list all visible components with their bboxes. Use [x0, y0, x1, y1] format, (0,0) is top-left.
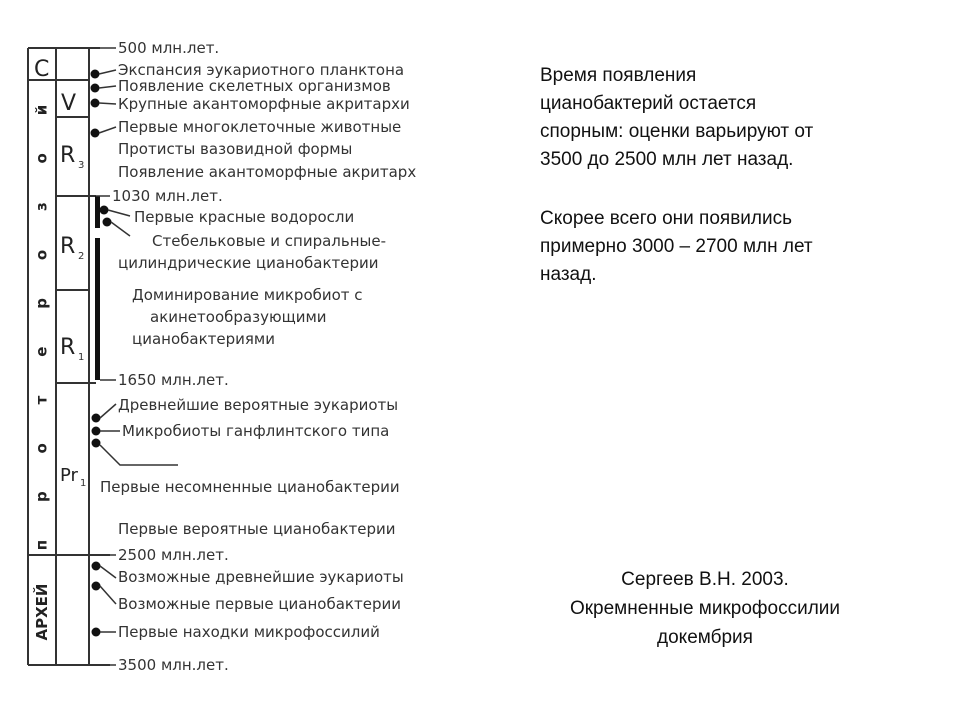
event-label-500: 500 млн.лет.: [118, 39, 220, 57]
citation: [500, 565, 910, 652]
range-bar-short: [95, 196, 100, 228]
event-label: цианобактериями: [132, 330, 275, 348]
event-label: Древнейшие вероятные эукариоты: [118, 396, 399, 414]
event-label: Стебельковые и спиральные-: [152, 232, 387, 250]
period-sub-r2: 2: [78, 251, 85, 262]
period-sub-r1: 1: [78, 352, 85, 363]
event-label-2500: 2500 млн.лет.: [118, 546, 229, 564]
text-line: спорным: оценки варьируют от: [540, 121, 814, 142]
period-sub-r3: 3: [78, 160, 85, 171]
eon-label-letter: т: [32, 395, 51, 405]
eon-label-letter: о: [32, 153, 51, 164]
eon-label-letter: е: [32, 346, 51, 357]
text-line: примерно 3000 – 2700 млн лет: [540, 236, 813, 257]
citation-line: Сергеев В.Н. 2003.: [621, 569, 789, 590]
eon-label-letter: р: [32, 491, 51, 503]
event-label-1030: 1030 млн.лет.: [112, 187, 223, 205]
citation-line: Окремненные микрофоссилии: [569, 598, 841, 619]
event-label: Первые вероятные цианобактерии: [118, 520, 396, 538]
event-label: Первые находки микрофоссилий: [118, 623, 380, 641]
paragraph-origin-time: [540, 62, 940, 174]
event-label-1650: 1650 млн.лет.: [118, 371, 229, 389]
event-label: Протисты вазовидной формы: [118, 140, 353, 158]
period-label-r2: R: [60, 234, 76, 259]
event-label: цилиндрические цианобактерии: [118, 254, 379, 272]
eon-label-letter: р: [32, 297, 51, 309]
period-label-c: C: [34, 57, 50, 82]
event-label: Микробиоты ганфлинтского типа: [122, 422, 390, 440]
event-label: Экспансия эукариотного планктона: [118, 61, 405, 79]
text-line: назад.: [540, 264, 597, 285]
event-label: Появление скелетных организмов: [118, 77, 391, 95]
range-bar-long: [95, 238, 100, 380]
eon-label-letter: з: [32, 202, 51, 212]
event-label: Первые многоклеточные животные: [118, 118, 402, 136]
text-line: Скорее всего они появились: [540, 208, 793, 229]
text-line: цианобактерий остается: [540, 93, 757, 114]
event-label-3500: 3500 млн.лет.: [118, 656, 229, 674]
eon-label-archean: АРХЕЙ: [33, 583, 51, 641]
text-line: Время появления: [540, 65, 697, 86]
event-label: Возможные древнейшие эукариоты: [118, 568, 404, 586]
eon-label-proterozoic-letters: [33, 105, 51, 550]
period-label-v: V: [61, 91, 77, 116]
eon-label-letter: о: [32, 443, 51, 454]
event-label: Крупные акантоморфные акритархи: [118, 95, 410, 113]
period-label-r3: R: [60, 143, 76, 168]
period-label-r1: R: [60, 335, 76, 360]
event-dots: [91, 70, 112, 637]
event-label: Доминирование микробиот с: [132, 286, 363, 304]
eon-label-letter: о: [32, 249, 51, 261]
event-label: Появление акантоморфные акритарх: [118, 163, 417, 181]
citation-line: докембрия: [657, 627, 753, 648]
event-label: Возможные первые цианобактерии: [118, 595, 401, 613]
eon-label-letter: п: [32, 539, 51, 551]
text-line: 3500 до 2500 млн лет назад.: [540, 149, 794, 170]
event-labels: [100, 39, 416, 674]
event-label: акинетообразующими: [150, 308, 327, 326]
event-label: Первые красные водоросли: [134, 208, 355, 226]
eon-label-letter: й: [32, 104, 51, 116]
event-label: Первые несомненные цианобактерии: [100, 478, 400, 496]
period-label-pr1: Pr: [60, 465, 78, 486]
paragraph-likely-time: [540, 205, 940, 289]
period-sub-pr1: 1: [80, 478, 87, 489]
